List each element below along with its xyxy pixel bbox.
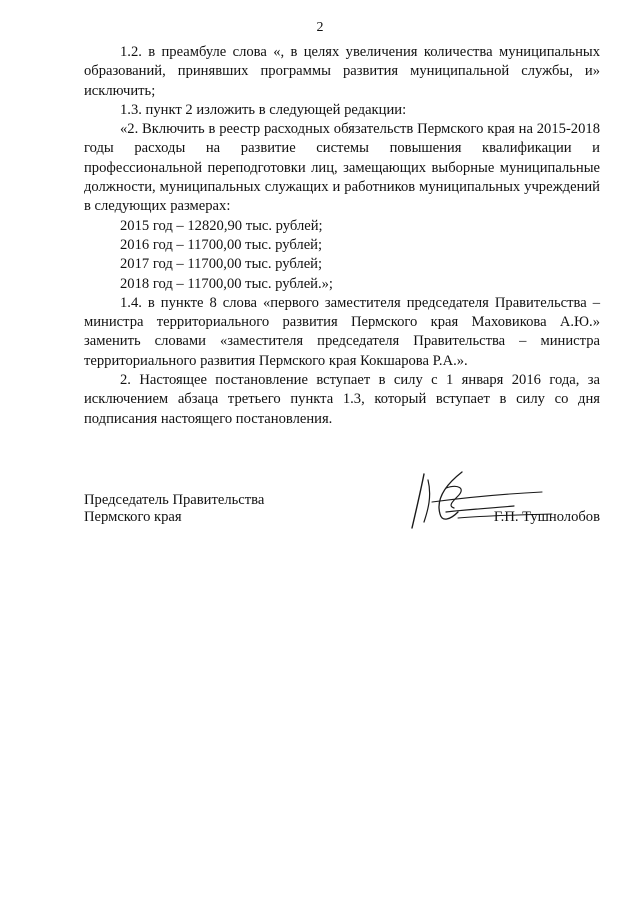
- signatory-title-line-1: Председатель Правительства: [84, 492, 265, 508]
- budget-line-2018: 2018 год – 11700,00 тыс. рублей.»;: [120, 275, 333, 292]
- signatory-title: [84, 492, 264, 526]
- document-body: [84, 43, 600, 429]
- budget-line-2016: 2016 год – 11700,00 тыс. рублей;: [120, 236, 323, 253]
- signatory-title-line-2: Пермского края: [84, 509, 182, 525]
- paragraph-2-effective-date: 2. Настоящее постановление вступает в силу с 1 января 2016 года, за исключением абзаца третьего пункта 1.3, который вступает в силу со дня подписания настоящего постановления.: [84, 372, 600, 427]
- paragraph-1-4: 1.4. в пункте 8 слова «первого заместителя председателя Правительства – министра территориального развития Пермского края Маховикова А.Ю.» заменить словами «заместителя председателя Правительства – министра территориального развития Пермского края Кокшарова Р.А.».: [84, 294, 600, 369]
- page-number: 2: [316, 20, 324, 35]
- signatory-name: Г.П. Тушнолобов: [493, 509, 600, 525]
- budget-line-2017: 2017 год – 11700,00 тыс. рублей;: [120, 256, 323, 273]
- paragraph-1-2: 1.2. в преамбуле слова «, в целях увеличения количества муниципальных образований, принявших программы развития муниципальной службы, и» исключить;: [84, 44, 600, 99]
- signature-block: [84, 492, 600, 552]
- budget-line-2015: 2015 год – 12820,90 тыс. рублей;: [120, 217, 323, 234]
- paragraph-1-3: 1.3. пункт 2 изложить в следующей редакции:: [120, 101, 407, 118]
- paragraph-point-2-quote: «2. Включить в реестр расходных обязательств Пермского края на 2015-2018 годы расходы на развитие системы повышения квалификации и профессиональной переподготовки лиц, замещающих выборные муниципальные должности, муниципальных служащих и работников муниципальных учреждений в следующих размерах:: [84, 121, 600, 215]
